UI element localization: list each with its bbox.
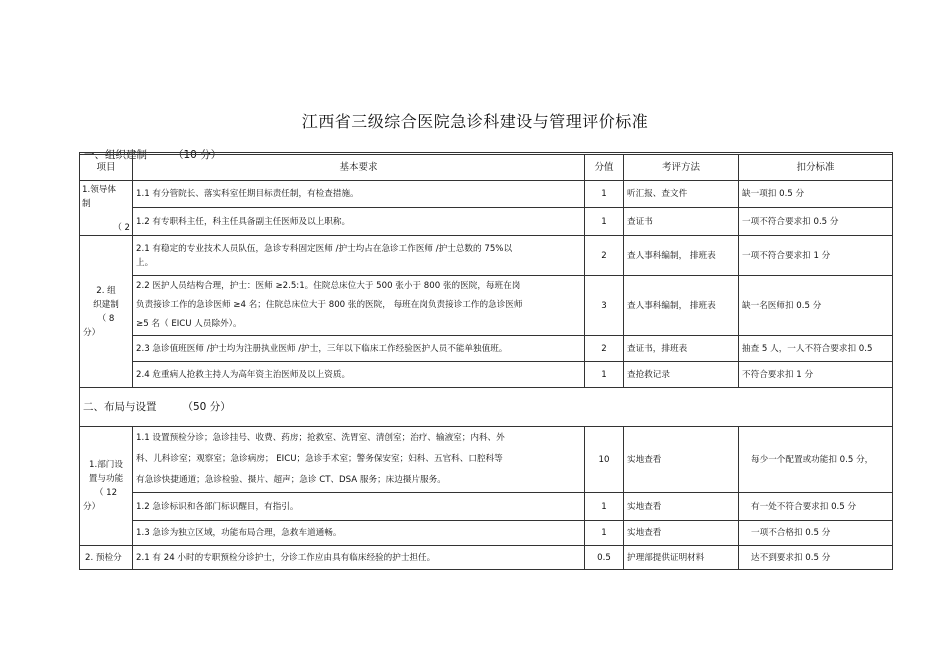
requirement-cell — [133, 276, 585, 336]
deduction-cell: 一项不合格扣 0.5 分 — [739, 521, 893, 546]
requirement-cell: 2.1 有 24 小时的专职预检分诊护士，分诊工作应由具有临床经验的护士担任。 — [133, 546, 585, 570]
header-requirement: 基本要求 — [133, 155, 585, 181]
score-cell: 2 — [585, 336, 624, 362]
table-row — [80, 546, 893, 570]
score-cell: 2 — [585, 236, 624, 276]
deduction-cell: 缺一名医师扣 0.5 分 — [739, 276, 893, 336]
requirement-cell — [133, 236, 585, 276]
requirement-line: 负责接诊工作的急诊医师 ≥4 名；住院总床位大于 800 张的医院， 每班在岗负责接诊工作的急诊医师 — [136, 300, 523, 310]
category-line: 置与功能 — [88, 474, 124, 484]
category-triage: 2. 预检分 — [80, 546, 133, 570]
method-cell: 查证书 — [624, 208, 739, 236]
section-1-name: 一、组织建制 — [84, 149, 147, 161]
table-row — [80, 181, 893, 208]
score-cell: 1 — [585, 181, 624, 208]
requirement-cell: 2.3 急诊值班医师 /护士均为注册执业医师 /护士，三年以下临床工作经验医护人员不能单独值班。 — [133, 336, 585, 362]
section-2-heading — [80, 388, 893, 427]
evaluation-table — [79, 152, 893, 570]
category-line: 1.领导体 — [82, 185, 116, 195]
category-line: （ 2 — [113, 223, 130, 233]
table-row — [80, 493, 893, 521]
section-2-row — [80, 388, 893, 427]
deduction-cell: 抽查 5 人，一人不符合要求扣 0.5 — [739, 336, 893, 362]
header-score: 分值 — [585, 155, 624, 181]
table-row — [80, 427, 893, 493]
category-line: 2. 组 — [96, 285, 116, 296]
deduction-cell: 有一处不符合要求扣 0.5 分 — [739, 493, 893, 521]
document-title: 江西省三级综合医院急诊科建设与管理评价标准 — [301, 112, 649, 131]
deduction-cell: 不符合要求扣 1 分 — [739, 362, 893, 388]
requirement-line: 2.2 医护人员结构合理，护士：医师 ≥2.5:1。住院总床位大于 500 张小于 800 张的医院，每班在岗 — [136, 281, 521, 291]
table-row — [80, 336, 893, 362]
score-cell: 3 — [585, 276, 624, 336]
category-layout — [80, 427, 133, 546]
requirement-line: 上。 — [136, 257, 154, 268]
category-org — [80, 236, 133, 388]
category-line: 分） — [83, 327, 101, 338]
score-cell: 10 — [585, 427, 624, 493]
header-deduction: 扣分标准 — [739, 155, 893, 181]
section-2-points: （50 分） — [182, 401, 231, 413]
score-cell: 1 — [585, 521, 624, 546]
table-row — [80, 276, 893, 336]
method-cell: 实地查看 — [624, 521, 739, 546]
score-cell: 1 — [585, 362, 624, 388]
category-line: 织建制 — [93, 299, 119, 310]
requirement-cell: 1.2 急诊标识和各部门标识醒目，有指引。 — [133, 493, 585, 521]
method-cell: 护理部提供证明材料 — [624, 546, 739, 570]
method-cell: 查抢救记录 — [624, 362, 739, 388]
deduction-cell: 每少一个配置或功能扣 0.5 分， — [739, 427, 893, 493]
deduction-cell: 缺一项扣 0.5 分 — [739, 181, 893, 208]
table-row — [80, 236, 893, 276]
method-cell: 实地查看 — [624, 427, 739, 493]
deduction-cell: 达不到要求扣 0.5 分 — [739, 546, 893, 570]
requirement-line: 2.1 有稳定的专业技术人员队伍，急诊专科固定医师 /护士均占在急诊工作医师 /护士总数的 75%以 — [136, 243, 513, 254]
category-leadership — [80, 181, 133, 236]
requirement-cell: 1.3 急诊为独立区域，功能布局合理，急救车道通畅。 — [133, 521, 585, 546]
table-row — [80, 362, 893, 388]
method-cell: 听汇报、查文件 — [624, 181, 739, 208]
requirement-line: 1.1 设置预检分诊；急诊挂号、收费、药房；抢救室、洗胃室、清创室；治疗、输液室；内科、外 — [136, 433, 505, 443]
method-cell: 查人事科编制， 排班表 — [624, 236, 739, 276]
method-cell: 实地查看 — [624, 493, 739, 521]
score-cell: 0.5 — [585, 546, 624, 570]
score-cell: 1 — [585, 493, 624, 521]
requirement-cell — [133, 427, 585, 493]
category-line: 制 — [82, 199, 91, 209]
deduction-cell: 一项不符合要求扣 0.5 分 — [739, 208, 893, 236]
section-2-name: 二、布局与设置 — [83, 401, 157, 413]
category-line: 分） — [83, 502, 101, 512]
score-cell: 1 — [585, 208, 624, 236]
requirement-cell: 1.2 有专职科主任，科主任具备副主任医师及以上职称。 — [133, 208, 585, 236]
requirement-cell: 1.1 有分管院长、落实科室任期目标责任制，有检查措施。 — [133, 181, 585, 208]
header-method: 考评方法 — [624, 155, 739, 181]
table-row — [80, 521, 893, 546]
requirement-line: 有急诊快捷通道；急诊检验、摄片、超声；急诊 CT、DSA 服务；床边摄片服务。 — [136, 475, 446, 485]
requirement-cell: 2.4 危重病人抢救主持人为高年资主治医师及以上资质。 — [133, 362, 585, 388]
category-line: （ 12 — [94, 488, 118, 498]
section-1-points: （10 分） — [173, 149, 222, 161]
deduction-cell: 一项不符合要求扣 1 分 — [739, 236, 893, 276]
table-header — [80, 155, 893, 181]
requirement-line: ≥5 名（ EICU 人员除外）。 — [136, 319, 242, 329]
category-line: （ 8 — [97, 313, 115, 324]
requirement-line: 科、儿科诊室；观察室；急诊病房； EICU；急诊手术室；警务保安室；妇科、五官科、口腔科等 — [136, 454, 503, 464]
table-row — [80, 208, 893, 236]
method-cell: 查证书，排班表 — [624, 336, 739, 362]
header-item: 项目 — [80, 155, 133, 181]
method-cell: 查人事科编制， 排班表 — [624, 276, 739, 336]
category-line: 1.部门设 — [89, 460, 123, 470]
